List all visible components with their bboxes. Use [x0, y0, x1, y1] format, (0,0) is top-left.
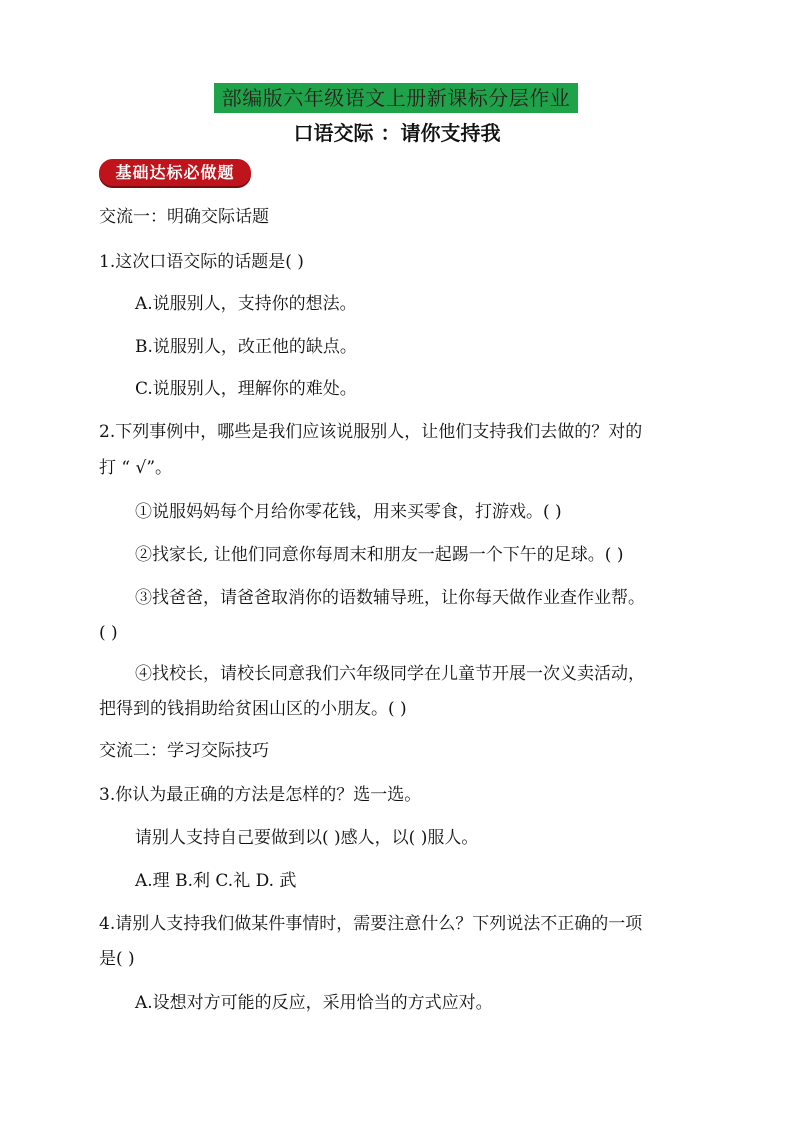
question-2-item-3-line1: ③找爸爸，请爸爸取消你的语数辅导班，让你每天做作业查作业帮。 — [135, 588, 645, 608]
exchange-heading-2: 交流二：学习交际技巧 — [99, 741, 269, 761]
question-3-fill: 请别人支持自己要做到以( )感人，以( )服人。 — [135, 828, 479, 848]
question-2-item-2: ②找家长, 让他们同意你每周末和朋友一起踢一个下午的足球。( ) — [135, 545, 624, 565]
question-2-item-4-line1: ④找校长，请校长同意我们六年级同学在儿童节开展一次义卖活动， — [135, 664, 645, 684]
question-1-stem: 1.这次口语交际的话题是( ) — [99, 252, 304, 272]
question-2-stem-line2: 打 “ √”。 — [99, 458, 173, 478]
question-2-item-3-line2: ( ) — [99, 623, 118, 643]
question-3-options: A.理 B.利 C.礼 D. 武 — [135, 871, 297, 891]
question-2-item-4-line2: 把得到的钱捐助给贫困山区的小朋友。( ) — [99, 699, 407, 719]
question-1-option-c: C.说服别人，理解你的难处。 — [135, 379, 357, 399]
section-badge: 基础达标必做题 — [99, 159, 251, 186]
question-4-stem-line2: 是( ) — [99, 949, 135, 969]
question-4-option-a: A.设想对方可能的反应，采用恰当的方式应对。 — [135, 993, 493, 1013]
question-2-stem-line1: 2.下列事例中，哪些是我们应该说服别人，让他们支持我们去做的？对的 — [99, 422, 643, 442]
question-2-item-1: ①说服妈妈每个月给你零花钱，用来买零食，打游戏。( ) — [135, 502, 562, 522]
question-1-option-b: B.说服别人，改正他的缺点。 — [135, 337, 357, 357]
page-title: 口语交际 ：请你支持我 — [293, 121, 501, 145]
question-4-stem-line1: 4.请别人支持我们做某件事情时，需要注意什么？下列说法不正确的一项 — [99, 914, 643, 934]
question-3-stem: 3.你认为最正确的方法是怎样的？选一选。 — [99, 785, 422, 805]
question-1-option-a: A.说服别人，支持你的想法。 — [135, 294, 357, 314]
exchange-heading-1: 交流一：明确交际话题 — [99, 207, 269, 227]
page-header-banner: 部编版六年级语文上册新课标分层作业 — [214, 83, 578, 113]
